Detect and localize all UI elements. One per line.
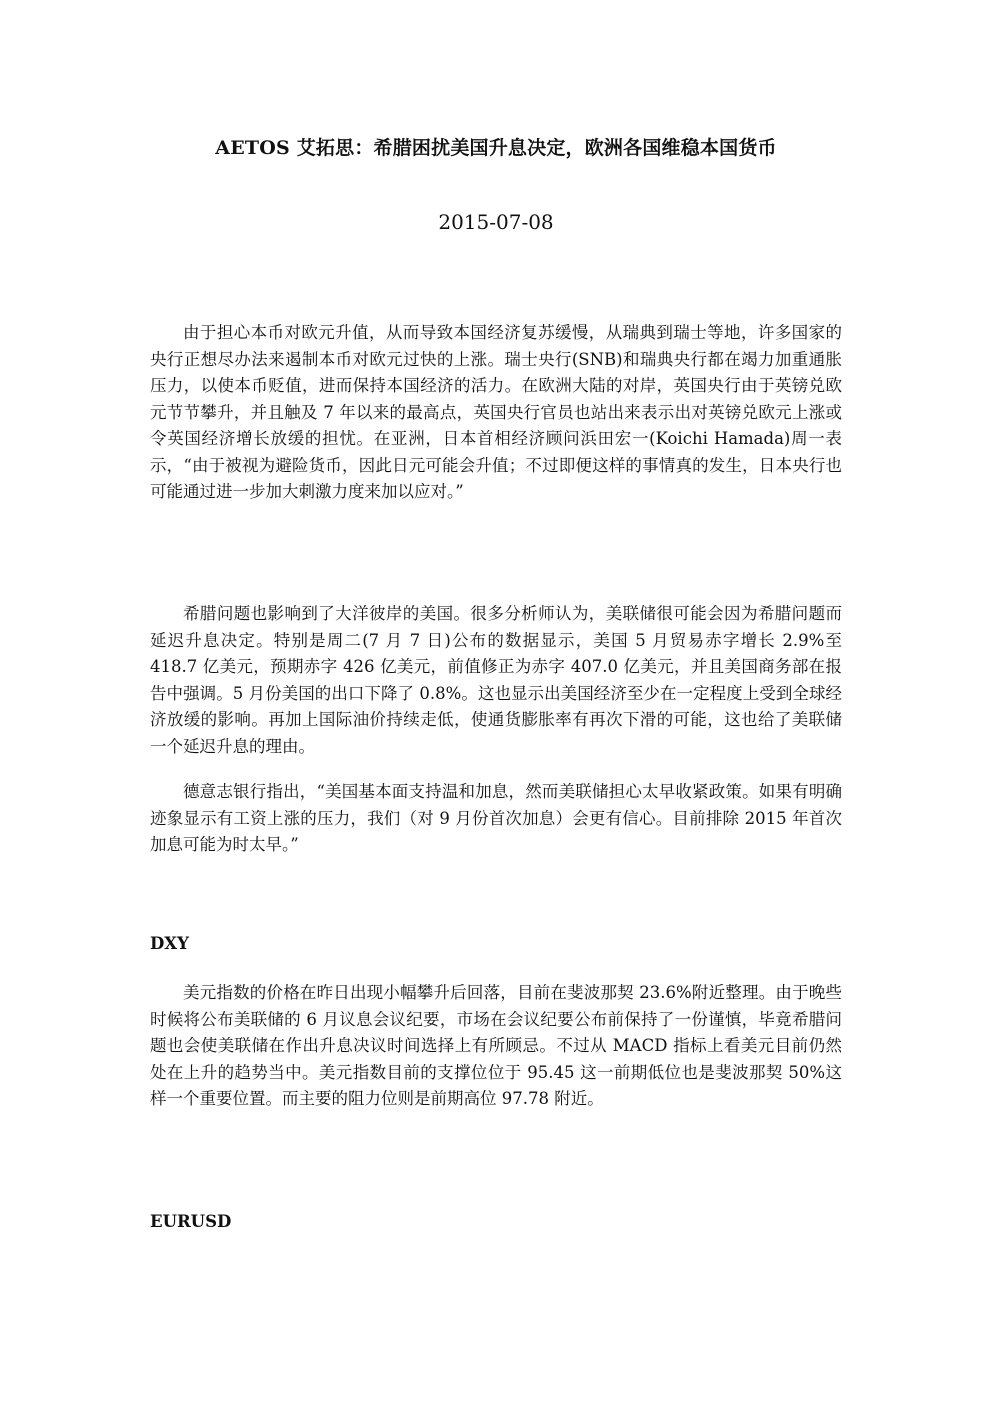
paragraph-intro: 由于担心本币对欧元升值，从而导致本国经济复苏缓慢，从瑞典到瑞士等地，许多国家的央行正想尽办法来遏制本币对欧元过快的上涨。瑞士央行(SNB)和瑞典央行都在竭力加重通胀压力，以使本币贬值，进而保持本国经济的活力。在欧洲大陆的对岸，英国央行由于英镑兑欧元节节攀升，并且触及 7 年以来的最高点，英国央行官员也站出来表示出对英镑兑欧元上涨或令英国经济增长放缓的担忧。在亚洲，日本首相经济顾问浜田宏一(Koichi Hamada)周一表示，“由于被视为避险货币，因此日元可能会升值；不过即便这样的事情真的发生，日本央行也可能通过进一步加大刺激力度来加以应对。”	[150, 323, 842, 501]
paragraph-us-impact: 希腊问题也影响到了大洋彼岸的美国。很多分析师认为，美联储很可能会因为希腊问题而延迟升息决定。特别是周二(7 月 7 日)公布的数据显示，美国 5 月贸易赤字增长 2.9%至 418.7 亿美元，预期赤字 426 亿美元，前值修正为赤字 407.0 亿美元，并且美国商务部在报告中强调。5 月份美国的出口下降了 0.8%。这也显示出美国经济至少在一定程度上受到全球经济放缓的影响。再加上国际油价持续走低，使通货膨胀率有再次下滑的可能，这也给了美联储一个延迟升息的理由。	[150, 604, 842, 756]
article-date: 2015-07-08	[438, 210, 554, 234]
paragraph-dxy-analysis: 美元指数的价格在昨日出现小幅攀升后回落，目前在斐波那契 23.6%附近整理。由于晚些时候将公布美联储的 6 月议息会议纪要，市场在会议纪要公布前保持了一份谨慎，毕竟希腊问题也会使美联储在作出升息决议时间选择上有所顾忌。不过从 MACD 指标上看美元目前仍然处在上升的趋势当中。美元指数目前的支撑位位于 95.45 这一前期低位也是斐波那契 50%这样一个重要位置。而主要的阻力位则是前期高位 97.78 附近。	[150, 983, 842, 1108]
paragraph-deutsche-bank: 德意志银行指出，“美国基本面支持温和加息，然而美联储担心太早收紧政策。如果有明确迹象显示有工资上涨的压力，我们（对 9 月份首次加息）会更有信心。目前排除 2015 年首次加息可能为时太早。”	[150, 782, 842, 854]
section-heading-eurusd: EURUSD	[150, 1212, 232, 1231]
section-heading-dxy: DXY	[150, 934, 189, 953]
article-title: AETOS 艾拓思：希腊困扰美国升息决定，欧洲各国维稳本国货币	[215, 137, 777, 159]
